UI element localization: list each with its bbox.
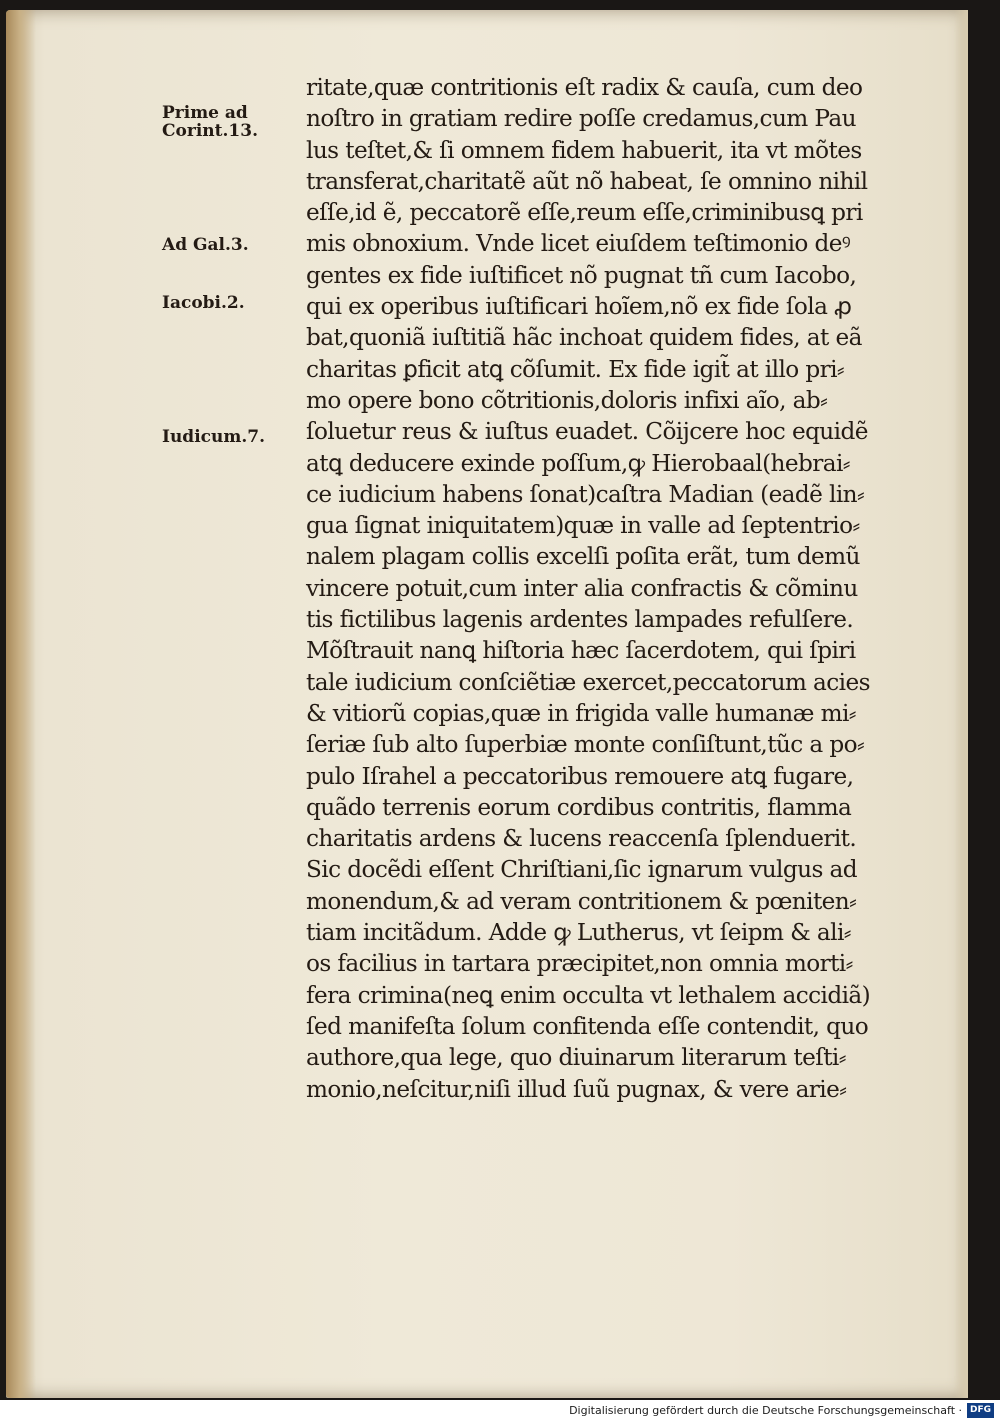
text-line: & vitiorũ copias,quæ in frigida valle humanæ mi⸗	[306, 699, 856, 727]
text-line: ce iudicium habens ſonat)caſtra Madian (eadẽ lin⸗	[306, 480, 865, 508]
text-line: quãdo terrenis eorum cordibus contritis, flamma	[306, 793, 852, 821]
text-line: nalem plagam collis excelſi poſita erãt, tum demũ	[306, 543, 860, 571]
footer-bar	[0, 1400, 1000, 1422]
text-line: ritate,quæ contritionis eſt radix & cauſa, cum deo	[306, 74, 863, 101]
text-line: monio,neſcitur,niſi illud ſuũ pugnax, & vere arie⸗	[306, 1075, 847, 1103]
dfg-logo: DFG	[967, 1403, 994, 1418]
text-line: bat,quoniã iuſtitiã hãc inchoat quidem fides, at eã	[306, 324, 862, 352]
text-line: authore,qua lege, quo diuinarum literarum teſti⸗	[306, 1044, 846, 1072]
margin-note-galatians: Ad Gal.3.	[162, 235, 249, 255]
margin-note-iudicum: Iudicum.7.	[162, 427, 266, 447]
text-line: mo opere bono cõtritionis,doloris infixi aĩo, ab⸗	[306, 386, 828, 414]
margin-note-corinthians: Prime ad Corint.13.	[162, 103, 258, 141]
text-line: gentes ex fide iuſtificet nõ pugnat tñ cum Iacobo,	[306, 261, 857, 289]
text-line: monendum,& ad veram contritionem & pœniten⸗	[306, 887, 857, 915]
text-line: vincere potuit,cum inter alia confractis & cõminu	[306, 574, 858, 602]
text-line: tis fictilibus lagenis ardentes lampades refulſere.	[306, 606, 854, 634]
text-line: tale iudicium conſciẽtiæ exercet,peccatorum acies	[306, 668, 870, 696]
page-edge-right	[954, 10, 968, 1398]
funding-credit: Digitalisierung gefördert durch die Deutsche Forschungsgemeinschaft ·	[569, 1404, 962, 1417]
text-line: noſtro in gratiam redire poſſe credamus,cum Pau	[306, 105, 856, 133]
text-line: atꝗ deducere exinde poſſum,ꝙ Hierobaal(hebrai⸗	[306, 449, 850, 477]
text-line: Mõſtrauit nanꝗ hiſtoria hæc ſacerdotem, qui ſpiri	[306, 637, 856, 665]
text-line: ſed manifeſta ſolum confitenda eſſe contendit, quo	[306, 1012, 869, 1040]
text-line: qui ex operibus iuſtificari hoĩem,nõ ex fide ſola ꝓ	[306, 293, 852, 321]
text-line: charitatis ardens & lucens reaccenſa ſplenduerit.	[306, 825, 857, 853]
text-line: charitas ꝑficit atꝗ cõſumit. Ex fide igit̃ at illo pri⸗	[306, 355, 845, 383]
text-line: ſeriæ ſub alto ſuperbiæ monte conſiſtunt,tũc a po⸗	[306, 731, 865, 759]
text-line: mis obnoxium. Vnde licet eiuſdem teſtimonio deꝰ	[306, 230, 851, 258]
text-line: transferat,charitatẽ aũt nõ habeat, ſe omnino nihil	[306, 167, 868, 195]
text-line: eſſe,id ẽ, peccatorẽ eſſe,reum eſſe,criminibusꝗ pri	[306, 199, 863, 227]
text-line: fera crimina(neꝗ enim occulta vt lethalem accidiã)	[306, 981, 871, 1009]
main-text-block	[306, 72, 946, 1105]
text-line: ſoluetur reus & iuſtus euadet. Cõijcere hoc equidẽ	[306, 418, 868, 446]
page-edge-left	[6, 10, 36, 1398]
margin-note-jacobi: Iacobi.2.	[162, 293, 245, 313]
text-line: pulo Iſrahel a peccatoribus remouere atꝗ fugare,	[306, 762, 854, 790]
text-line: Sic docẽdi eſſent Chriſtiani,ſic ignarum vulgus ad	[306, 856, 857, 884]
text-line: os facilius in tartara præcipitet,non omnia morti⸗	[306, 950, 853, 978]
text-line: lus teſtet,& ſi omnem fidem habuerit, ita vt mõtes	[306, 136, 862, 164]
text-line: gua ſignat iniquitatem)quæ in valle ad ſeptentrio⸗	[306, 512, 860, 540]
text-line: tiam incitãdum. Adde ꝙ Lutherus, vt ſeipm & ali⸗	[306, 919, 851, 947]
